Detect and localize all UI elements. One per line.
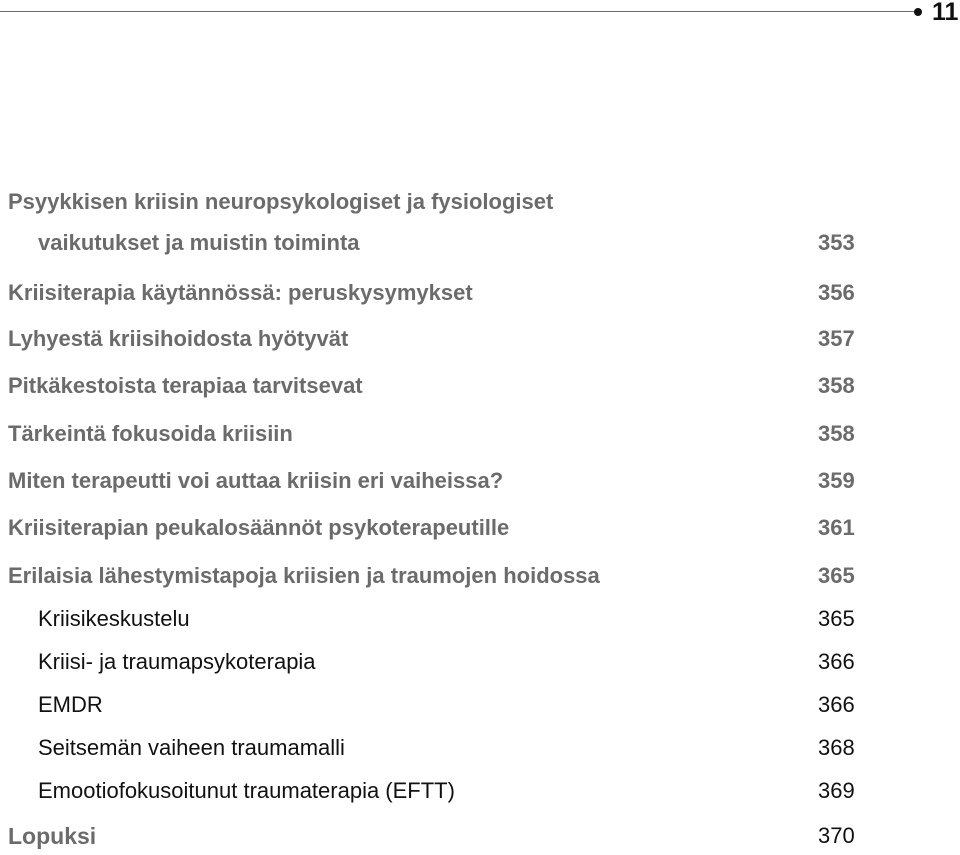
toc-entry-page: 356 (818, 280, 855, 305)
toc-entry-page: 366 (818, 692, 855, 717)
toc-entry-title: Psyykkisen kriisin neuropsykologiset ja fysiologiset (8, 189, 554, 214)
toc-entry-title: EMDR (38, 692, 103, 717)
page-number: 11 (932, 0, 959, 26)
toc-entry-title: Emootiofokusoitunut traumaterapia (EFTT) (38, 778, 455, 803)
toc-entry-page: 358 (818, 373, 855, 398)
toc-entry-page: 369 (818, 778, 855, 803)
toc-entry-title: Kriisikeskustelu (38, 606, 190, 631)
toc-entry-title: Lopuksi (8, 823, 97, 849)
toc-entry (0, 514, 960, 544)
toc-entry (0, 691, 960, 721)
toc-entry (0, 467, 960, 497)
toc-entry (0, 822, 960, 852)
toc-entry-page: 361 (818, 515, 855, 540)
toc-entry-page: 365 (818, 563, 855, 588)
toc-entry-title: Seitsemän vaiheen traumamalli (38, 735, 345, 760)
toc-entry-page: 357 (818, 326, 855, 351)
toc-entry-page: 353 (818, 230, 855, 255)
toc-entry (0, 229, 960, 259)
toc-entry (0, 562, 960, 592)
toc-entry-page: 359 (818, 468, 855, 493)
toc-entry-page: 370 (818, 823, 855, 848)
toc-entry (0, 188, 960, 218)
toc-entry-page: 358 (818, 421, 855, 446)
toc-entry-title: vaikutukset ja muistin toiminta (38, 230, 360, 255)
toc-entry-title: Kriisiterapian peukalosäännöt psykoterapeutille (8, 515, 510, 540)
toc-entry-page: 366 (818, 649, 855, 674)
toc-entry-title: Kriisi- ja traumapsykoterapia (38, 649, 316, 674)
toc-entry-page: 368 (818, 735, 855, 760)
toc-entry (0, 734, 960, 764)
toc-entry-title: Miten terapeutti voi auttaa kriisin eri vaiheissa? (8, 468, 504, 493)
toc-entry (0, 648, 960, 678)
toc-entry-title: Tärkeintä fokusoida kriisiin (8, 421, 293, 446)
toc-entry (0, 325, 960, 355)
toc-entry-page: 365 (818, 606, 855, 631)
toc-entry-title: Pitkäkestoista terapiaa tarvitsevat (8, 373, 363, 398)
toc-entry (0, 605, 960, 635)
toc-entry (0, 279, 960, 309)
toc-entry-title: Erilaisia lähestymistapoja kriisien ja traumojen hoidossa (8, 563, 600, 588)
toc-entry (0, 420, 960, 450)
toc-entry (0, 777, 960, 807)
toc-entry (0, 372, 960, 402)
toc-entry-title: Lyhyestä kriisihoidosta hyötyvät (8, 326, 349, 351)
toc-entry-title: Kriisiterapia käytännössä: peruskysymykset (8, 280, 473, 305)
